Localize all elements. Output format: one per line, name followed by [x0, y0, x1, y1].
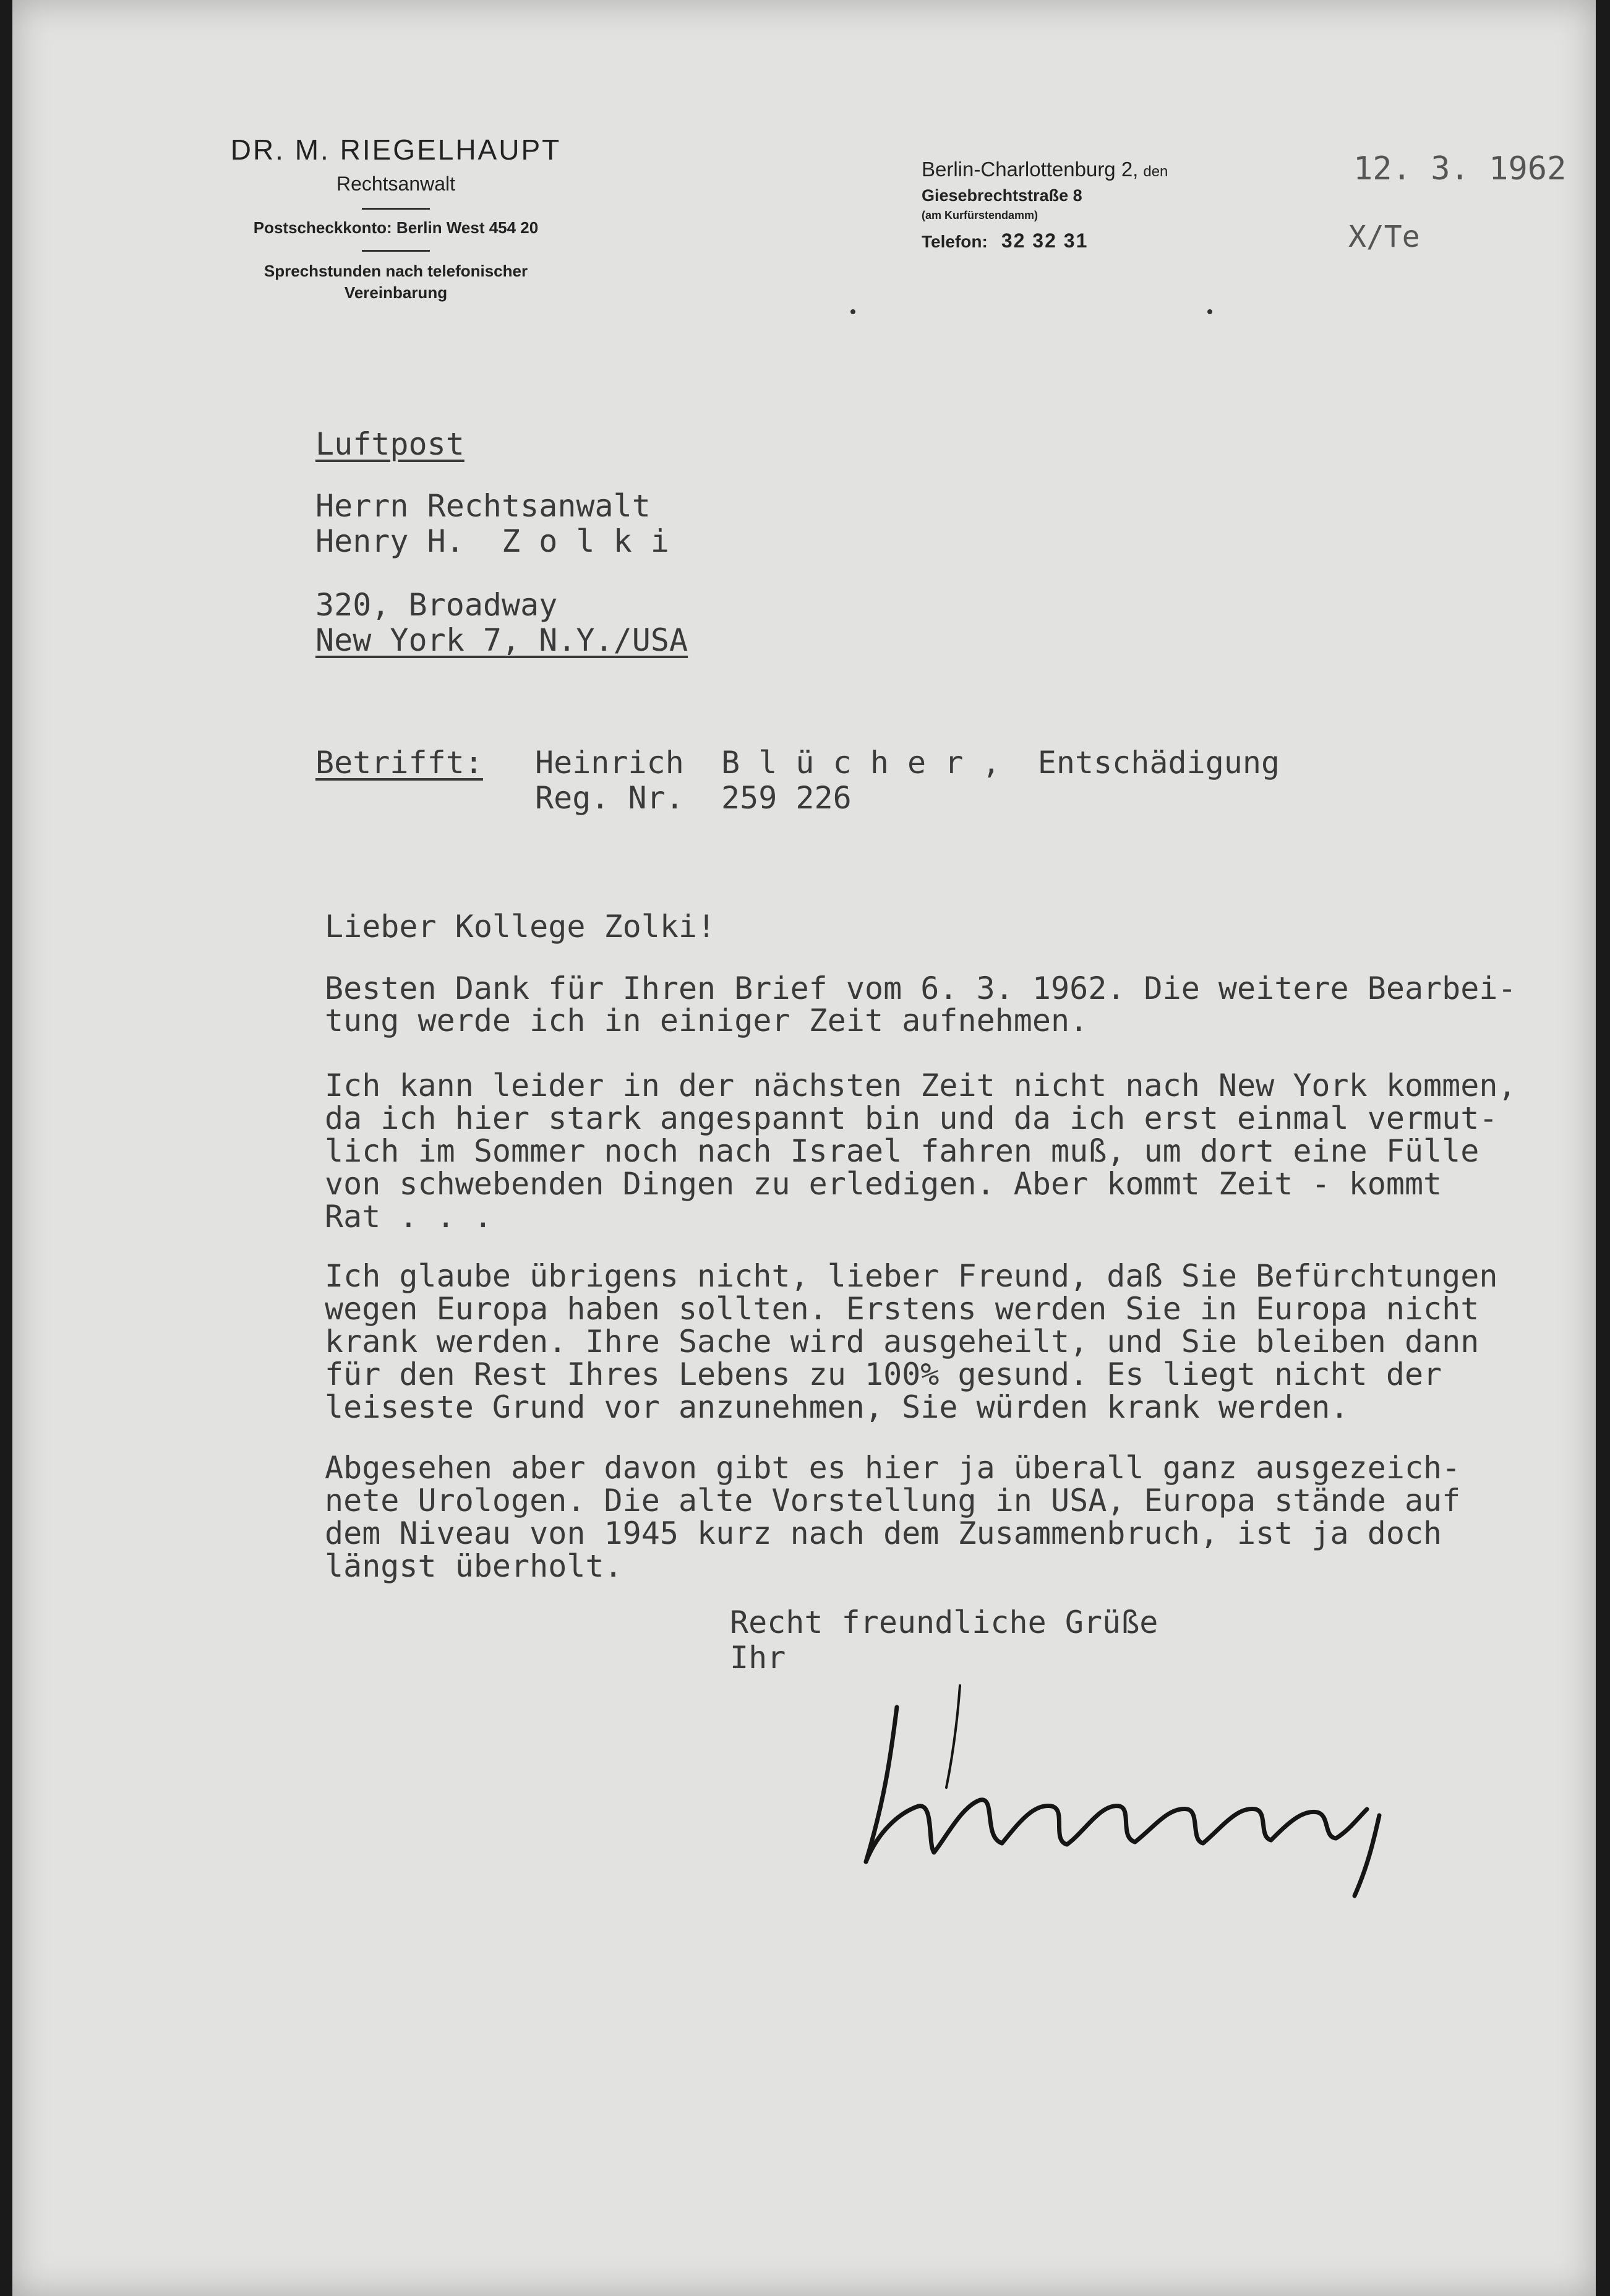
recipient-line: Herrn Rechtsanwalt [315, 488, 651, 524]
divider [362, 250, 430, 252]
body-line: Ich kann leider in der nächsten Zeit nicht nach New York kommen, [325, 1068, 1517, 1103]
sender-name: DR. M. RIEGELHAUPT [230, 134, 562, 166]
letter-date: 12. 3. 1962 [1353, 150, 1567, 187]
body-line: längst überholt. [325, 1548, 623, 1584]
sender-city-text: Berlin-Charlottenburg 2, [922, 158, 1139, 181]
postscheck-account: Postscheckkonto: Berlin West 454 20 [253, 218, 539, 237]
body-line: lich im Sommer noch nach Israel fahren muß, um dort eine Fülle [325, 1133, 1479, 1169]
address-line: 320, Broadway [315, 587, 558, 623]
body-line: Abgesehen aber davon gibt es hier ja überall ganz ausgezeich- [325, 1450, 1461, 1486]
sender-title: Rechtsanwalt [336, 173, 456, 195]
body-line: nete Urologen. Die alte Vorstellung in USA, Europa stände auf [325, 1483, 1461, 1519]
body-line: dem Niveau von 1945 kurz nach dem Zusammenbruch, ist ja doch [325, 1515, 1442, 1551]
address-line: New York 7, N.Y./USA [315, 622, 688, 658]
office-hours-line1: Sprechstunden nach telefonischer [263, 262, 528, 280]
body-line: Ich glaube übrigens nicht, lieber Freund, daß Sie Befürchtungen [325, 1258, 1498, 1294]
divider [362, 208, 430, 210]
salutation: Lieber Kollege Zolki! [325, 909, 716, 945]
body-line: wegen Europa haben sollten. Erstens werden Sie in Europa nicht [325, 1291, 1479, 1327]
subject-line: Reg. Nr. 259 226 [535, 780, 852, 816]
paper-speck [1207, 309, 1212, 314]
phone-number: 32 32 31 [1001, 229, 1089, 252]
body-line: leiseste Grund vor anzunehmen, Sie würden krank werden. [325, 1389, 1349, 1425]
letter-reference: X/Te [1348, 220, 1420, 254]
sender-phone [922, 229, 1392, 252]
body-line: tung werde ich in einiger Zeit aufnehmen. [325, 1003, 1089, 1039]
body-line: krank werden. Ihre Sache wird ausgeheilt, und Sie bleiben dann [325, 1324, 1479, 1360]
body-line: da ich hier stark angespannt bin und da ich erst einmal vermut- [325, 1100, 1498, 1136]
subject-line: Heinrich B l ü c h e r , Entschädigung [535, 745, 1280, 781]
body-line: von schwebenden Dingen zu erledigen. Aber kommt Zeit - kommt [325, 1166, 1442, 1202]
sender-street: Giesebrechtstraße 8 [922, 186, 1082, 205]
phone-label: Telefon: [922, 232, 988, 251]
paper-speck [850, 309, 855, 314]
body-line: Rat . . . [325, 1199, 492, 1235]
handwritten-signature [854, 1682, 1447, 1905]
recipient-line: Henry H. Z o l k i [315, 523, 669, 559]
letterhead-address [922, 158, 1392, 252]
letterhead-sender [173, 133, 619, 304]
office-hours-line2: Vereinbarung [344, 283, 448, 302]
den-label: den [1143, 163, 1168, 180]
closing-line: Ihr [730, 1640, 786, 1676]
body-line: Besten Dank für Ihren Brief vom 6. 3. 1962. Die weitere Bearbei- [325, 970, 1517, 1006]
subject-label: Betrifft: [315, 745, 483, 781]
delivery-method: Luftpost [315, 426, 465, 462]
sender-city [922, 158, 1392, 181]
letter-sheet [12, 0, 1596, 2296]
closing-line: Recht freundliche Grüße [730, 1604, 1158, 1640]
sender-location-note: (am Kurfürstendamm) [922, 209, 1038, 221]
body-line: für den Rest Ihres Lebens zu 100% gesund. Es liegt nicht der [325, 1356, 1442, 1392]
